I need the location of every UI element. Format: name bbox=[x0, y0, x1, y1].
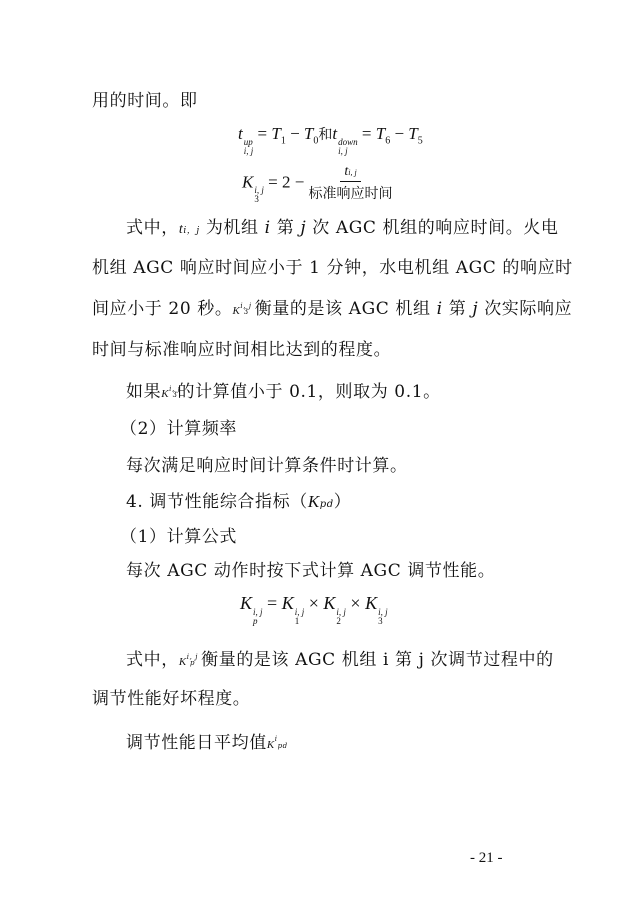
text-fragment: 次 AGC 机组的响应时间。火电 bbox=[312, 218, 559, 238]
text-fragment: 第 bbox=[276, 218, 295, 238]
text-fragment: 衡量的是该 AGC 机组 i 第 j 次调节过程中的 bbox=[201, 650, 554, 670]
equation-response-times: t up i, j = $T_1 - T_0$和t down i, j = $T_6 - T_5$ bbox=[238, 124, 423, 156]
text-fragment: 间应小于 20 秒。 bbox=[92, 299, 233, 319]
equation-k3: K i, j 3 = 2 − $\frac{ti, j}{\text{标准响应时间}}$ bbox=[242, 164, 393, 205]
text-line: 每次 AGC 动作时按下式计算 AGC 调节性能。 bbox=[126, 561, 496, 581]
text-line: 式中，ti，j 为机组 i 第 j 次 AGC 机组的响应时间。火电 bbox=[126, 218, 559, 238]
page-number: - 21 - bbox=[470, 850, 503, 866]
text-fragment: 式中， bbox=[126, 218, 179, 238]
text-fragment: 的计算值小于 0.1，则取为 0.1。 bbox=[177, 382, 441, 402]
equation-k3-constant: = 2 − bbox=[268, 172, 305, 192]
text-fragment: 4. 调节性能综合指标（ bbox=[126, 492, 308, 512]
text-line: 机组 AGC 响应时间应小于 1 分钟，水电机组 AGC 的响应时 bbox=[92, 258, 573, 278]
text-fragment: 如果 bbox=[126, 382, 162, 402]
text-line: 调节性能日平均值$K^ipd$ bbox=[126, 733, 288, 753]
text-line: 间应小于 20 秒。K$^{i, j}$3 衡量的是该 AGC 机组 i 第 j 次实际响应 bbox=[92, 299, 573, 319]
text-line: 用的时间。即 bbox=[92, 91, 198, 111]
text-line: 如果K$^{i, j}$3的计算值小于 0.1，则取为 0.1。 bbox=[126, 382, 441, 402]
section-heading: （1）计算公式 bbox=[120, 527, 238, 547]
text-fragment: 衡量的是该 AGC 机组 bbox=[254, 299, 431, 319]
equation-and-word: 和 bbox=[318, 128, 333, 143]
text-fragment: 为机组 bbox=[205, 218, 259, 238]
section-heading: （2）计算频率 bbox=[120, 419, 238, 439]
section-heading: 4. 调节性能综合指标（Kpd） bbox=[126, 492, 352, 512]
text-line: 时间与标准响应时间相比达到的程度。 bbox=[92, 340, 392, 360]
text-line: 式中，K$^{i, j}$p 衡量的是该 AGC 机组 i 第 j 次调节过程中的 bbox=[126, 650, 554, 670]
text-fragment: 调节性能日平均值 bbox=[126, 733, 267, 753]
text-fragment: 第 bbox=[448, 299, 467, 319]
text-line: 调节性能好坏程度。 bbox=[92, 689, 251, 709]
equation-kp: K i, j p = K i, j 1 × K i, j 2 × K i, j 3 bbox=[240, 593, 388, 626]
text-fragment: 次实际响应 bbox=[484, 299, 573, 319]
text-line: 每次满足响应时间计算条件时计算。 bbox=[126, 456, 408, 476]
text-fragment: 式中， bbox=[126, 650, 179, 670]
equation-k3-denominator: 标准响应时间 bbox=[308, 187, 393, 202]
text-fragment: ） bbox=[333, 492, 352, 512]
